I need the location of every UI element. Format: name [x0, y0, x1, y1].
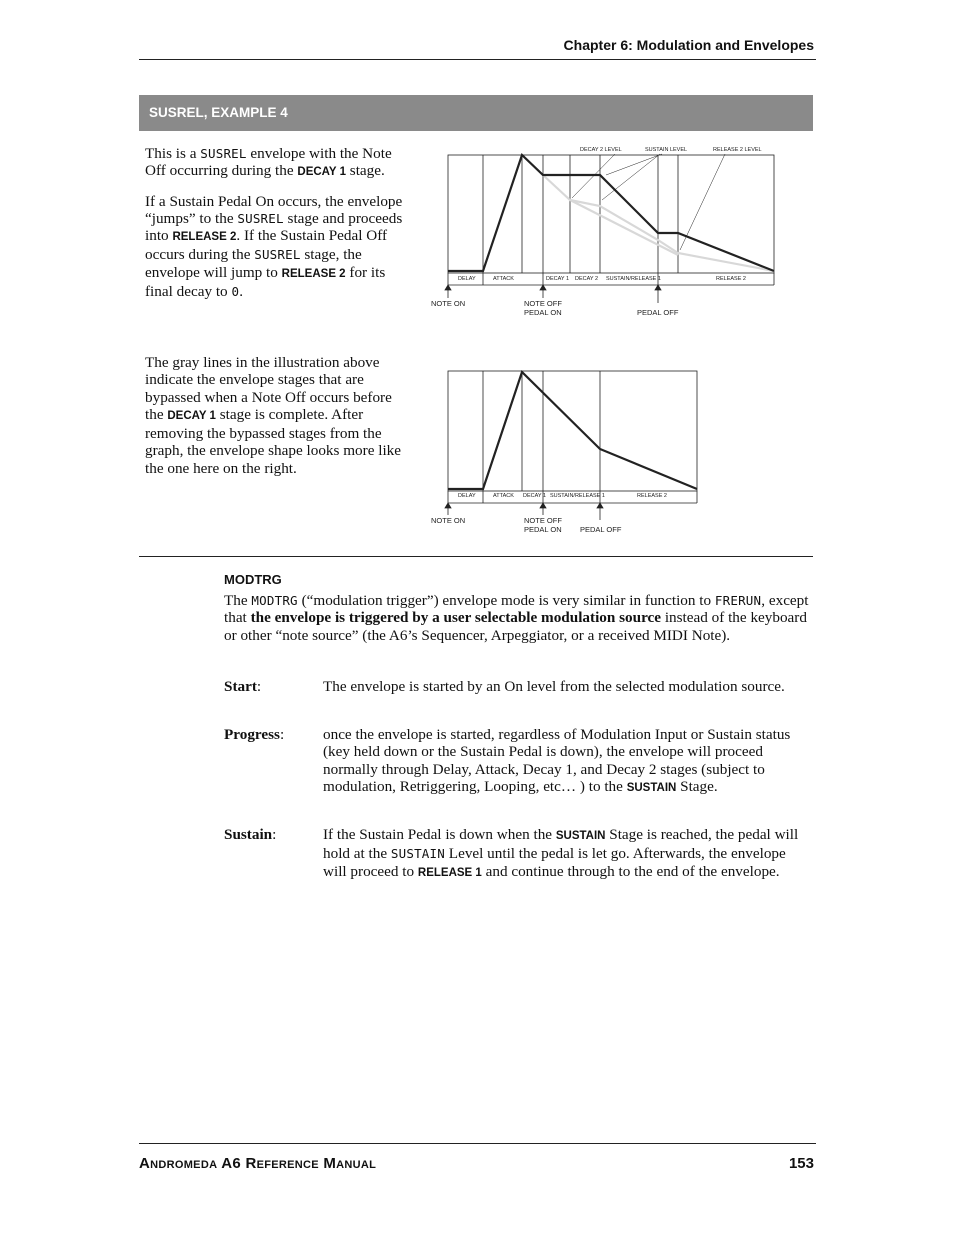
body-sustain [323, 826, 813, 882]
text: Stage. [676, 777, 718, 795]
keyword-text: RELEASE 1 [417, 866, 482, 879]
term-label: Progress [224, 726, 280, 743]
label-decay2-level: DECAY 2 LEVEL [580, 147, 622, 153]
event-pedal-off: PEDAL OFF [637, 308, 679, 317]
term-sustain [224, 826, 276, 843]
stage-label-delay: DELAY [458, 276, 476, 282]
term-colon: : [272, 826, 277, 843]
stage-label-delay: DELAY [458, 493, 476, 499]
body-progress [323, 726, 813, 797]
footer-rule [139, 1143, 816, 1144]
envelope-diagram-simplified [420, 360, 720, 540]
event-pedal-on: PEDAL ON [524, 525, 562, 534]
body-start: The envelope is started by an On level from the selected modulation source. [323, 678, 785, 695]
event-note-off: NOTE OFF [524, 299, 562, 308]
paragraph-susrel-intro [145, 145, 413, 182]
keyword-text: SUSTAIN [626, 781, 677, 794]
text: instead of the keyboard or other “note source” (the A6’s Sequencer, Arpeggiator, or a received MIDI Note). [224, 609, 807, 644]
event-note-off: NOTE OFF [524, 516, 562, 525]
paragraph-sustain-pedal [145, 193, 413, 301]
text: The [224, 592, 252, 609]
term-colon: : [279, 726, 285, 743]
text: , except that [224, 592, 809, 627]
code-text: 0 [231, 284, 240, 300]
text: If the Sustain Pedal is down when the [323, 826, 556, 843]
text-column-top [145, 145, 413, 300]
keyword-text: DECAY 1 [167, 409, 216, 422]
header-rule [139, 59, 816, 60]
modtrg-paragraph [224, 592, 814, 644]
chapter-header: Chapter 6: Modulation and Envelopes [563, 37, 814, 53]
term-colon: : [256, 678, 262, 695]
stage-label-release2: RELEASE 2 [637, 493, 667, 499]
stage-label-sustain-release1: SUSTAIN/RELEASE 1 [606, 276, 661, 282]
text: This is a [145, 145, 201, 162]
diagram-frame [448, 155, 774, 273]
code-text: SUSREL [254, 247, 301, 263]
stage-label-decay1: DECAY 1 [523, 493, 547, 499]
term-progress [224, 726, 284, 743]
text: envelope with the Note Off occurring during the [145, 145, 392, 180]
text: stage. [346, 162, 385, 180]
text: stage and proceeds into [145, 209, 403, 245]
event-pedal-off: PEDAL OFF [580, 525, 622, 534]
stage-label-sustain-release1: SUSTAIN/RELEASE 1 [550, 493, 605, 499]
code-text: SUSREL [237, 210, 284, 226]
code-text: SUSREL [200, 146, 247, 161]
stage-label-decay2: DECAY 2 [575, 276, 599, 282]
keyword-text: DECAY 1 [297, 166, 346, 179]
section-rule [139, 556, 813, 557]
keyword-text: RELEASE 2 [172, 231, 237, 244]
text: stage, the envelope will jump to [145, 246, 362, 281]
text: once the envelope is started, regardless of Modulation Input or Sustain status (key held down or the Sustain Pedal is down), the envelope will proceed normally through Delay, Attack, Decay 1, and Decay 2 stages (subject to modulation, Retriggering, Looping, etc… ) to the [323, 726, 791, 795]
stage-label-attack: ATTACK [493, 493, 514, 499]
section-title: SUSREL, EXAMPLE 4 [149, 105, 288, 120]
text: If a Sustain Pedal On occurs, the envelope “jumps” to the [145, 192, 403, 227]
code-text: MODTRG [251, 593, 298, 608]
text: Level until the pedal is let go. Afterwards, the envelope will proceed to [323, 845, 786, 880]
footer-manual-title: Andromeda A6 Reference Manual [139, 1155, 377, 1172]
code-text: FRERUN [714, 593, 762, 608]
event-note-on: NOTE ON [431, 516, 466, 525]
term-start [224, 678, 261, 695]
paragraph-gray-lines [145, 354, 413, 477]
event-note-on: NOTE ON [431, 299, 466, 308]
text: The gray lines in the illustration above indicate the envelope stages that are bypassed when a Note Off occurs before the [145, 354, 392, 423]
stage-label-attack: ATTACK [493, 276, 514, 282]
term-label: Sustain [224, 826, 273, 843]
keyword-text: RELEASE 2 [281, 267, 346, 280]
term-label: Start [224, 678, 257, 695]
page-number: 153 [788, 1155, 814, 1172]
modtrg-heading: MODTRG [224, 572, 282, 587]
text: Stage is reached, the pedal will hold at the [323, 826, 799, 863]
bold-text: the envelope is triggered by a user selectable modulation source [250, 609, 662, 627]
text: . [239, 283, 243, 301]
label-sustain-level: SUSTAIN LEVEL [645, 147, 688, 153]
event-pedal-on: PEDAL ON [524, 308, 562, 317]
envelope-line [448, 372, 697, 489]
text: . If the Sustain Pedal Off occurs during the [145, 227, 388, 264]
section-banner [139, 95, 813, 131]
text: (“modulation trigger”) envelope mode is very similar in function to [297, 592, 715, 609]
text: stage is complete. After removing the bypassed stages from the graph, the envelope shape looks more like the one here on the right. [145, 405, 401, 477]
stage-label-decay1: DECAY 1 [546, 276, 570, 282]
stage-label-release2: RELEASE 2 [716, 276, 746, 282]
text: and continue through to the end of the envelope. [481, 862, 780, 880]
code-text: SUSTAIN [390, 846, 445, 862]
envelope-diagram-susrel [420, 140, 790, 325]
keyword-text: SUSTAIN [555, 830, 606, 842]
text: for its final decay to [145, 263, 386, 301]
label-release2-level: RELEASE 2 LEVEL [713, 147, 762, 153]
text-column-bottom [145, 354, 413, 477]
